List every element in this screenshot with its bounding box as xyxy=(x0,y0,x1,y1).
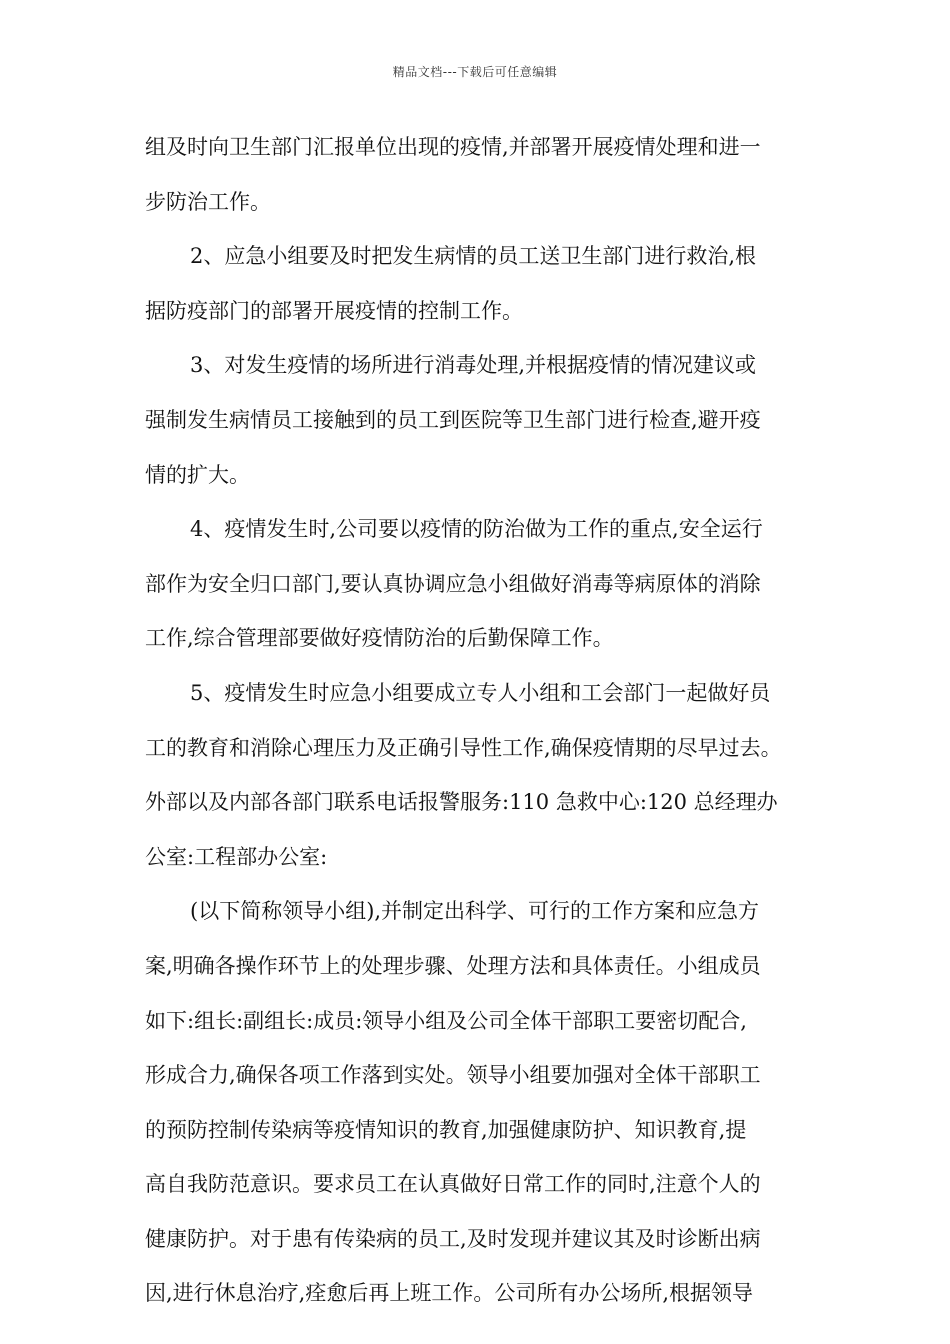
text-line: 健康防护。对于患有传染病的员工,及时发现并建议其及时诊断出病 xyxy=(145,1226,761,1251)
text-line: 高自我防范意识。要求员工在认真做好日常工作的同时,注意个人的 xyxy=(145,1172,761,1197)
document-body xyxy=(145,127,805,1328)
text-line: 公室:工程部办公室: xyxy=(145,844,328,869)
text-line: 如下:组长:副组长:成员:领导小组及公司全体干部职工要密切配合, xyxy=(145,1008,747,1033)
text-line: 部作为安全归口部门,要认真协调应急小组做好消毒等病原体的消除 xyxy=(145,571,761,596)
text-line: 工作,综合管理部要做好疫情防治的后勤保障工作。 xyxy=(145,626,614,651)
text-line: 因,进行休息治疗,痊愈后再上班工作。公司所有办公场所,根据领导 xyxy=(145,1281,754,1306)
text-line: 外部以及内部各部门联系电话报警服务:110 急救中心:120 总经理办 xyxy=(145,790,778,815)
text-line: (以下简称领导小组),并制定出科学、可行的工作方案和应急方 xyxy=(190,899,760,924)
text-line: 步防治工作。 xyxy=(145,189,271,214)
page-header: 精品文档---下载后可任意编辑 xyxy=(392,65,558,79)
text-line: 组及时向卫生部门汇报单位出现的疫情,并部署开展疫情处理和进一 xyxy=(145,135,761,159)
text-line: 5、疫情发生时应急小组要成立专人小组和工会部门一起做好员 xyxy=(190,680,771,705)
text-line: 工的教育和消除心理压力及正确引导性工作,确保疫情期的尽早过去。 xyxy=(145,735,782,760)
text-line: 的预防控制传染病等疫情知识的教育,加强健康防护、知识教育,提 xyxy=(145,1117,747,1142)
text-line: 情的扩大。 xyxy=(145,462,250,487)
text-line: 4、疫情发生时,公司要以疫情的防治做为工作的重点,安全运行 xyxy=(190,517,763,542)
text-line: 案,明确各操作环节上的处理步骤、处理方法和具体责任。小组成员 xyxy=(145,953,761,978)
text-line: 强制发生病情员工接触到的员工到医院等卫生部门进行检查,避开疫 xyxy=(145,407,761,432)
text-line: 据防疫部门的部署开展疫情的控制工作。 xyxy=(145,298,523,323)
text-line: 2、应急小组要及时把发生病情的员工送卫生部门进行救治,根 xyxy=(190,244,757,269)
text-line: 3、对发生疫情的场所进行消毒处理,并根据疫情的情况建议或 xyxy=(190,353,757,378)
text-line: 形成合力,确保各项工作落到实处。领导小组要加强对全体干部职工 xyxy=(145,1063,761,1088)
